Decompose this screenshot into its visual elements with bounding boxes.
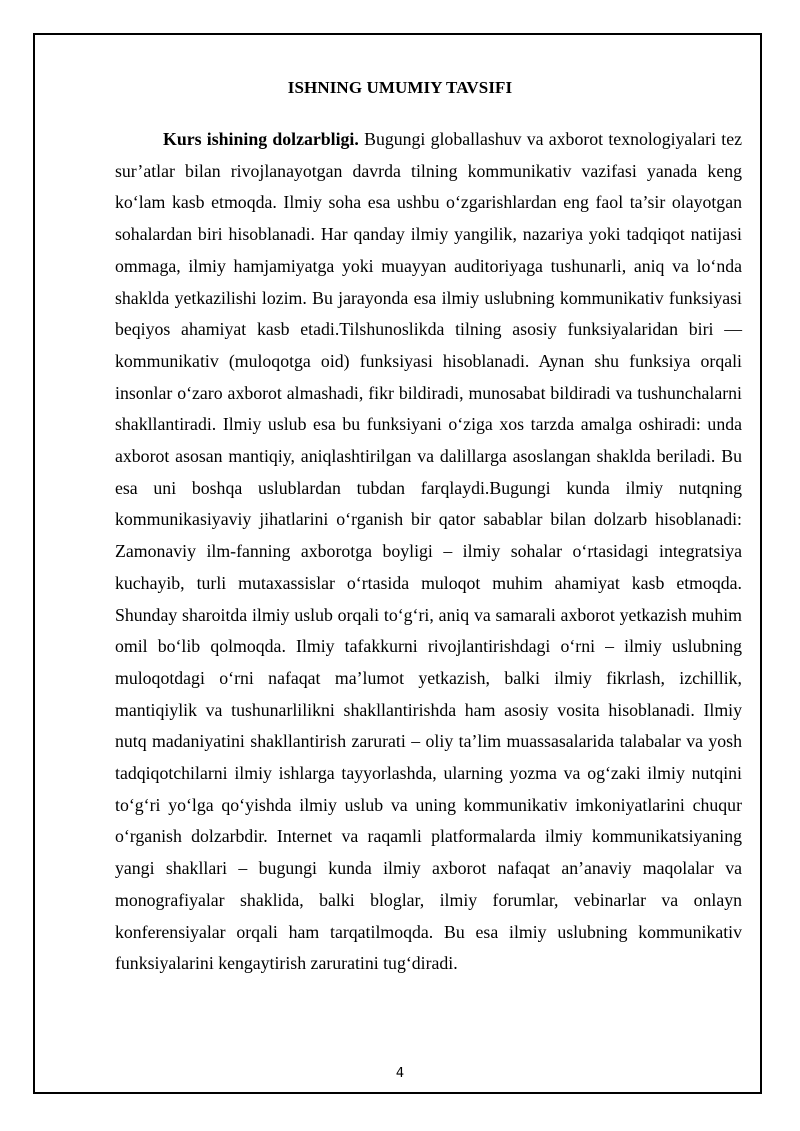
- body-paragraph: [115, 124, 742, 980]
- paragraph-text: Bugungi globallashuv va axborot texnologiyalari tez sur’atlar bilan rivojlanayotgan davrda tilning kommunikativ vazifasi yanada keng ko‘lam kasb etmoqda. Ilmiy soha esa ushbu o‘zgarishlardan eng faol ta’sir olayotgan sohalardan biri hisoblanadi. Har qanday ilmiy yangilik, nazariya yoki tadqiqot natijasi ommaga, ilmiy hamjamiyatga yoki muayyan auditoriyaga tushunarli, aniq va lo‘nda shaklda yetkazilishi lozim. Bu jarayonda esa ilmiy uslubning kommunikativ funksiyasi beqiyos ahamiyat kasb etadi.Tilshunoslikda tilning asosiy funksiyalaridan biri — kommunikativ (muloqotga oid) funksiyasi hisoblanadi. Aynan shu funksiya orqali insonlar o‘zaro axborot almashadi, fikr bildiradi, munosabat bildiradi va tushunchalarni shakllantiradi. Ilmiy uslub esa bu funksiyani o‘ziga xos tarzda amalga oshiradi: unda axborot asosan mantiqiy, aniqlashtirilgan va dalillarga asoslangan shaklda beriladi. Bu esa uni boshqa uslublardan tubdan farqlaydi.Bugungi kunda ilmiy nutqning kommunikasiyaviy jihatlarini o‘rganish bir qator sabablar bilan dolzarb hisoblanadi: Zamonaviy ilm-fanning axborotga boyligi – ilmiy sohalar o‘rtasidagi integratsiya kuchayib, turli mutaxassislar o‘rtasida muloqot muhim ahamiyat kasb etmoqda. Shunday sharoitda ilmiy uslub orqali to‘g‘ri, aniq va samarali axborot yetkazish muhim omil bo‘lib qolmoqda. Ilmiy tafakkurni rivojlantirishdagi o‘rni – ilmiy uslubning muloqotdagi o‘rni nafaqat ma’lumot yetkazish, balki ilmiy fikrlash, izchillik, mantiqiylik va tushunarlilikni shakllantirishda ham asosiy vosita hisoblanadi. Ilmiy nutq madaniyatini shakllantirish zarurati – oliy ta’lim muassasalarida talabalar va yosh tadqiqotchilarni ilmiy ishlarga tayyorlashda, ularning yozma va og‘zaki ilmiy nutqini to‘g‘ri yo‘lga qo‘yishda ilmiy uslub va uning kommunikativ imkoniyatlarini chuqur o‘rganish dolzarbdir. Internet va raqamli platformalarda ilmiy kommunikatsiyaning yangi shakllari – bugungi kunda ilmiy axborot nafaqat an’anaviy maqolalar va monografiyalar shaklida, balki bloglar, ilmiy forumlar, vebinarlar va onlayn konferensiyalar orqali ham tarqatilmoqda. Bu esa ilmiy uslubning kommunikativ funksiyalarini kengaytirish zaruratini tug‘diradi.: [115, 129, 742, 974]
- page-number: 4: [395, 1066, 405, 1081]
- paragraph-lead: Kurs ishining dolzarbligi.: [163, 129, 359, 149]
- document-heading: ISHNING UMUMIY TAVSIFI: [287, 78, 513, 97]
